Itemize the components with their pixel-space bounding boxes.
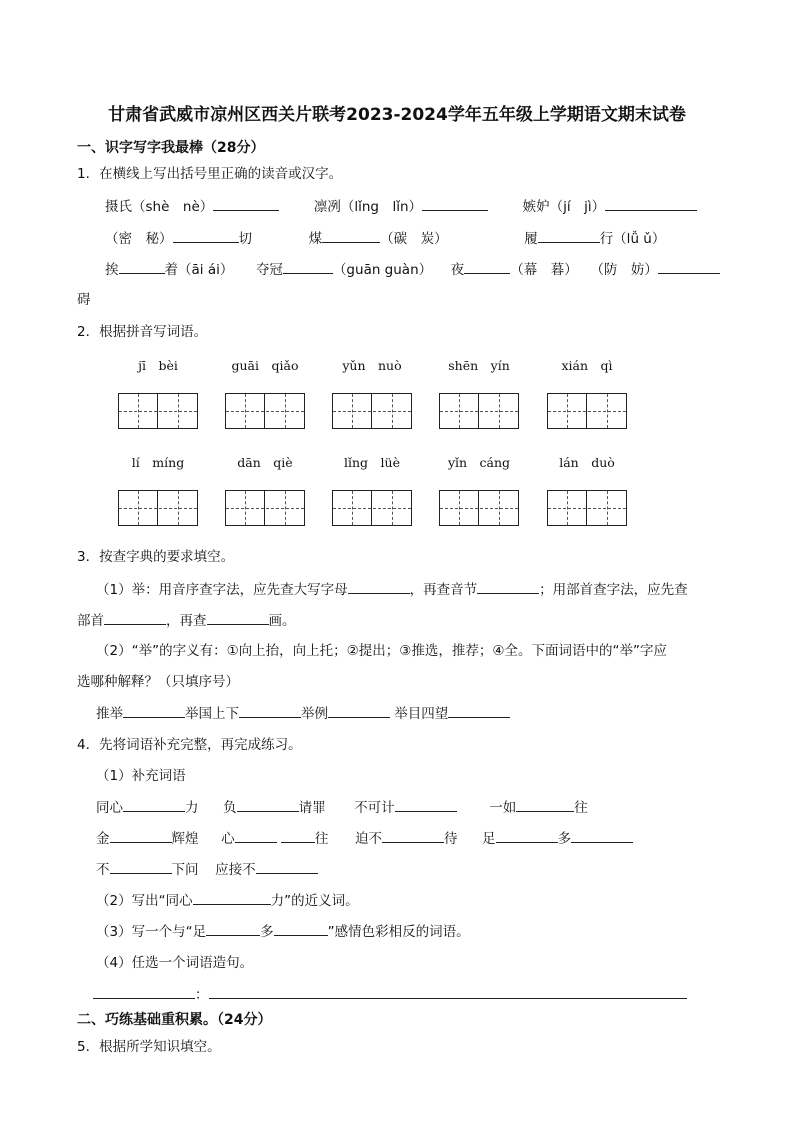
- q3-stem: 3．按查字典的要求填空。: [77, 549, 235, 565]
- q3-text: ；用部首查字法，应先查: [539, 582, 688, 598]
- q4-text: 力”的近义词。: [270, 893, 359, 909]
- q4-stem: 4．先将词语补充完整，再完成练习。: [77, 737, 302, 753]
- q3-part2-line1: （2）“举”的字义有：①向上抬，向上托；②提出；③推选，推荐；④全。下面词语中的“举”字应: [96, 643, 667, 659]
- section-2-heading: 二、巧练基础重积累。（24分）: [77, 1012, 272, 1028]
- q4-text: 心: [221, 831, 235, 847]
- writing-grid-box[interactable]: [118, 490, 198, 526]
- q4-text: 待: [443, 831, 458, 847]
- answer-blank[interactable]: [538, 229, 600, 243]
- q1-item-text: 凛冽（lǐng lǐn）: [313, 199, 423, 215]
- writing-grid-box[interactable]: [547, 393, 627, 429]
- q1-row3-tail: 碍: [77, 292, 91, 308]
- q1-item-text: 夺冠: [255, 262, 283, 278]
- answer-blank[interactable]: [477, 580, 539, 594]
- writing-grid-box[interactable]: [439, 490, 519, 526]
- q1-stem: 1．在横线上写出括号里正确的读音或汉字。: [77, 166, 343, 182]
- answer-blank[interactable]: [464, 260, 510, 274]
- answer-blank[interactable]: [658, 260, 720, 274]
- writing-grid-box[interactable]: [547, 490, 627, 526]
- q4-sub3: [96, 922, 470, 941]
- q3-text: 画。: [268, 613, 296, 629]
- q4-text: 应接不: [215, 862, 256, 878]
- writing-grid-box[interactable]: [439, 393, 519, 429]
- pinyin-label: lán duò: [559, 455, 615, 470]
- q1-row2: [105, 229, 665, 248]
- writing-grid-box[interactable]: [225, 393, 305, 429]
- pinyin-label: guāi qiǎo: [231, 358, 299, 373]
- q4-text: 负: [223, 800, 237, 816]
- pinyin-label: dān qiè: [237, 455, 293, 470]
- answer-blank[interactable]: [110, 860, 172, 874]
- q3-word: 举国上下: [185, 706, 239, 722]
- answer-blank[interactable]: [193, 891, 271, 905]
- answer-blank[interactable]: [571, 829, 633, 843]
- pinyin-label: yǔn nuò: [342, 358, 402, 373]
- answer-blank[interactable]: [207, 611, 269, 625]
- writing-grid-box[interactable]: [332, 490, 412, 526]
- q1-item-text: （密 秘）: [105, 231, 173, 247]
- answer-blank[interactable]: [123, 704, 185, 718]
- q1-item-text: 摄氏（shè nè）: [105, 199, 214, 215]
- q1-item-text: 挨: [105, 262, 119, 278]
- q3-text: （1）举：用音序查字法，应先查大写字母: [96, 582, 348, 598]
- answer-blank[interactable]: [516, 798, 574, 812]
- q4-sub4: （4）任选一个词语造句。: [96, 955, 254, 971]
- q4-text: 下问: [171, 862, 199, 878]
- answer-blank[interactable]: [256, 860, 318, 874]
- pinyin-label: lí míng: [131, 455, 185, 470]
- q4-text: 往: [314, 831, 329, 847]
- q3-word: 推举: [96, 706, 123, 722]
- q4-text: 多: [557, 831, 572, 847]
- q5-stem: 5．根据所学知识填空。: [77, 1039, 221, 1055]
- q4-sub1: （1）补充词语: [96, 768, 186, 784]
- answer-blank[interactable]: [328, 704, 390, 718]
- pinyin-label: jī bèi: [138, 358, 178, 373]
- q4-line3: [96, 860, 318, 879]
- q1-item-text: （防 妨）: [590, 262, 658, 278]
- q4-text: 一如: [489, 800, 517, 816]
- writing-grid-box[interactable]: [118, 393, 198, 429]
- q1-item-text: （guān guàn）: [332, 262, 433, 278]
- q1-item-text: 履: [524, 231, 538, 247]
- q1-item-text: 嫉妒（jí jì）: [522, 199, 606, 215]
- q4-text: 足: [482, 831, 496, 847]
- q4-text: 往: [574, 800, 588, 816]
- q1-item-text: 煤: [308, 231, 323, 247]
- q1-item-text: （幕 暮）: [510, 262, 578, 278]
- q4-text: 同心: [96, 800, 123, 816]
- q3-part1-line2: [77, 611, 296, 630]
- q3-part1-line1: [96, 580, 688, 599]
- answer-blank[interactable]: [322, 229, 380, 243]
- q3-part2-items: [96, 704, 510, 723]
- pinyin-label: lǐng lüè: [344, 455, 400, 470]
- q4-text: 力: [185, 800, 199, 816]
- q4-text: 辉煌: [171, 831, 199, 847]
- q4-text: ”感情色彩相反的词语。: [327, 924, 470, 940]
- q1-item-text: 着（āi ái）: [164, 262, 234, 278]
- answer-blank[interactable]: [206, 922, 260, 936]
- answer-blank[interactable]: [209, 985, 687, 999]
- q4-text: （2）写出“同心: [96, 893, 193, 909]
- q1-row1: [105, 197, 697, 216]
- answer-blank[interactable]: [110, 829, 172, 843]
- q4-sub2: [96, 891, 359, 910]
- answer-blank[interactable]: [274, 922, 328, 936]
- q3-text: 部首: [77, 613, 104, 629]
- answer-blank[interactable]: [422, 197, 488, 211]
- q2-stem: 2．根据拼音写词语。: [77, 324, 208, 340]
- answer-blank[interactable]: [173, 229, 239, 243]
- answer-blank[interactable]: [448, 704, 510, 718]
- q4-text: 不: [96, 862, 110, 878]
- answer-blank[interactable]: [119, 260, 165, 274]
- colon: ：: [195, 987, 209, 1003]
- answer-blank[interactable]: [605, 197, 697, 211]
- q3-part2-line2: 选哪种解释？（只填序号）: [77, 674, 239, 690]
- sentence-answer-line: [93, 985, 687, 1004]
- answer-blank[interactable]: [213, 197, 279, 211]
- answer-blank[interactable]: [93, 985, 195, 999]
- q4-text: 不可计: [354, 800, 395, 816]
- q4-line1: [96, 798, 588, 817]
- q1-item-text: 切: [238, 231, 252, 247]
- q3-word: 举例: [301, 706, 328, 722]
- q4-text: 请罪: [298, 800, 326, 816]
- q3-text: ，再查音节: [409, 582, 478, 598]
- q1-row3: [105, 260, 720, 279]
- writing-grid-box[interactable]: [225, 490, 305, 526]
- pinyin-label: yǐn cáng: [447, 455, 511, 470]
- answer-blank[interactable]: [104, 611, 166, 625]
- q1-item-text: （碳 炭）: [380, 231, 448, 247]
- q4-line2: [96, 829, 633, 848]
- q4-text: 多: [260, 924, 274, 940]
- pinyin-label: xián qì: [561, 358, 613, 373]
- answer-blank[interactable]: [283, 260, 333, 274]
- page-title: 甘肃省武威市凉州区西关片联考2023-2024学年五年级上学期语文期末试卷: [108, 105, 686, 125]
- q4-text: （3）写一个与“足: [96, 924, 207, 940]
- answer-blank[interactable]: [239, 704, 301, 718]
- pinyin-label: shēn yín: [448, 358, 510, 373]
- q1-item-text: 夜: [450, 262, 465, 278]
- q4-text: 迫不: [354, 831, 382, 847]
- q1-item-text: 行（lǚ ǔ）: [599, 231, 666, 247]
- writing-grid-box[interactable]: [332, 393, 412, 429]
- answer-blank[interactable]: [395, 798, 457, 812]
- q3-text: ，再查: [166, 613, 207, 629]
- answer-blank[interactable]: [235, 829, 277, 843]
- answer-blank[interactable]: [281, 829, 315, 843]
- section-1-heading: 一、识字写字我最棒（28分）: [77, 140, 265, 156]
- answer-blank[interactable]: [496, 829, 558, 843]
- answer-blank[interactable]: [237, 798, 299, 812]
- q4-text: 金: [96, 831, 110, 847]
- q3-word: 举目四望: [394, 706, 449, 722]
- answer-blank[interactable]: [348, 580, 410, 594]
- answer-blank[interactable]: [382, 829, 444, 843]
- answer-blank[interactable]: [123, 798, 185, 812]
